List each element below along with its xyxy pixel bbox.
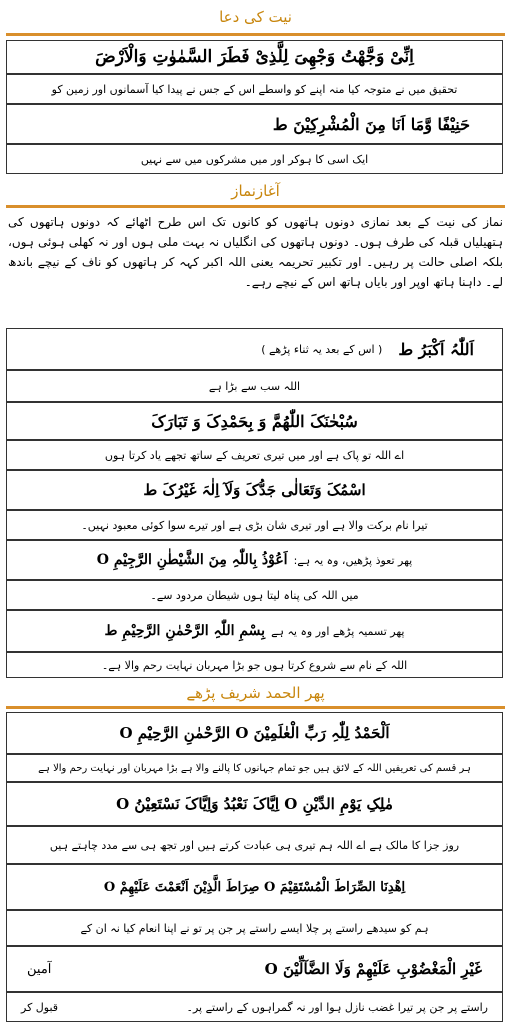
fatiha-verse-1-urdu: ہر قسم کی تعریفیں اللہ کے لائق ہیں جو تمام جہانوں کا پالنے والا ہے بڑا مہربان اور نہایت رحم والا ہے xyxy=(6,754,503,782)
thana-arabic-line-2: اسْمُکَ وَتَعَالٰی جَدُّکَ وَلَآ اِلٰہَ غَیْرُکَ ط xyxy=(6,470,503,510)
fatiha-verse-1-arabic: اَلْحَمْدُ لِلّٰہِ رَبِّ الْعٰلَمِیْنَ O الرَّحْمٰنِ الرَّحِیْمِ O xyxy=(6,712,503,754)
taawwuz-lead: پھر تعوذ پڑھیں، وہ یہ ہے: xyxy=(293,553,413,567)
fatiha-verse-2-urdu: روز جزا کا مالک ہے اے اللہ ہم تیری ہی عبادت کرتے ہیں اور تجھ ہی سے مدد چاہتے ہیں xyxy=(6,826,503,864)
tasmiya-arabic: بِسْمِ اللّٰہِ الرَّحْمٰنِ الرَّحِیْمِ ط xyxy=(104,623,266,639)
takbir-note: ( اس کے بعد یہ ثناء پڑھے ) xyxy=(261,342,383,356)
fatiha-verse-3-arabic: اِھْدِنَا الصِّرَاطَ الْمُسْتَقِیْمَ O صِرَاطَ الَّذِیْنَ اَنْعَمْتَ عَلَیْھِمْ O xyxy=(6,864,503,910)
niyyat-urdu-line-1: تحقیق میں نے متوجہ کیا منہ اپنے کو واسطے اس کے جس نے پیدا کیا آسمانوں اور زمین کو xyxy=(6,74,503,104)
thana-urdu-line-2: تیرا نام برکت والا ہے اور تیری شان بڑی ہے اور تیرے سوا کوئی معبود نہیں۔ xyxy=(6,510,503,540)
fatiha-verse-3-urdu: ہم کو سیدھے راستے پر چلا ایسے راستے پر جن پر تو نے اپنا انعام کیا نہ ان کے xyxy=(6,910,503,946)
niyyat-urdu-line-2: ایک اسی کا ہوکر اور میں مشرکوں میں سے نہیں xyxy=(6,144,503,174)
takbir-arabic: اَللّٰہُ اَکْبَرُ ط xyxy=(398,339,474,359)
takbir-urdu: اللہ سب سے بڑا ہے xyxy=(6,370,503,402)
fatiha-verse-4-row xyxy=(6,946,503,992)
thana-arabic-line-1: سُبْحٰنَکَ اللّٰھُمَّ وَ بِحَمْدِکَ وَ تَبَارَکَ xyxy=(6,402,503,440)
niyyat-arabic-line-2: حَنِیْفًا وَّمَا اَنَا مِنَ الْمُشْرِکِیْنَ ط xyxy=(6,104,503,144)
section-heading-niyyat: نیت کی دعا xyxy=(219,8,292,26)
tasmiya-lead: پھر تسمیہ پڑھے اور وہ یہ ہے xyxy=(271,624,405,638)
qubool-kar-text: قبول کر xyxy=(21,1000,59,1014)
fatiha-verse-2-arabic: مٰلِکِ یَوْمِ الدِّیْنِ O اِیَّاکَ نَعْبُدُ وَاِیَّاکَ نَسْتَعِیْنُ O xyxy=(6,782,503,826)
taawwuz-row xyxy=(6,540,503,580)
tasmiya-urdu: اللہ کے نام سے شروع کرتا ہوں جو بڑا مہربان نہایت رحم والا ہے۔ xyxy=(6,652,503,678)
section-heading-aaghaz: آغازنماز xyxy=(231,182,280,200)
takbir-row xyxy=(6,328,503,370)
heading-divider xyxy=(6,33,505,36)
fatiha-verse-4-urdu-row xyxy=(6,992,503,1022)
heading-divider xyxy=(6,205,505,208)
niyyat-arabic-line-1: اِنِّیْ وَجَّهْتُ وَجْهِیَ لِلَّذِیْ فَطَرَ السَّمٰوٰتِ وَالْاَرْضَ xyxy=(6,40,503,74)
thana-urdu-line-1: اے اللہ تو پاک ہے اور میں تیری تعریف کے ساتھ تجھے یاد کرتا ہوں xyxy=(6,440,503,470)
aaghaz-instructions-paragraph: نماز کی نیت کے بعد نمازی دونوں ہاتھوں کو کانوں تک اس طرح اٹھائے کہ دونوں ہاتھوں کی ہتھیلیاں قبلہ کی طرف ہوں۔ دونوں ہاتھوں کی انگلیاں نہ بہت ملی ہوں اور نہ کھلی ہوئی ہوں، بلکہ اصلی حالت پر رہیں۔ اور تکبیر تحریمہ یعنی اللہ اکبر کہہ کر ہاتھوں کو ناف کے نیچے باندھ لے۔ داہنا ہاتھ اوپر اور بایاں ہاتھ اس کے نیچے رہے۔ xyxy=(8,215,503,289)
heading-divider xyxy=(6,706,505,709)
tasmiya-row xyxy=(6,610,503,652)
taawwuz-arabic: اَعُوْذُ بِاللّٰہِ مِنَ الشَّیْطٰنِ الرَّجِیْمِ O xyxy=(96,552,288,568)
fatiha-verse-4-arabic: غَیْرِ الْمَغْضُوْبِ عَلَیْھِمْ وَلَا الضَّآلِّیْنَ O xyxy=(264,960,482,978)
taawwuz-urdu: میں اللہ کی پناہ لیتا ہوں شیطان مردود سے۔ xyxy=(6,580,503,610)
amin-text: آمین xyxy=(27,961,52,977)
fatiha-verse-4-urdu: راستے پر جن پر تیرا غضب نازل ہوا اور نہ گمراہوں کے راستے پر۔ xyxy=(186,1000,488,1014)
section-heading-alhamd: پھر الحمد شریف پڑھے xyxy=(186,684,325,702)
